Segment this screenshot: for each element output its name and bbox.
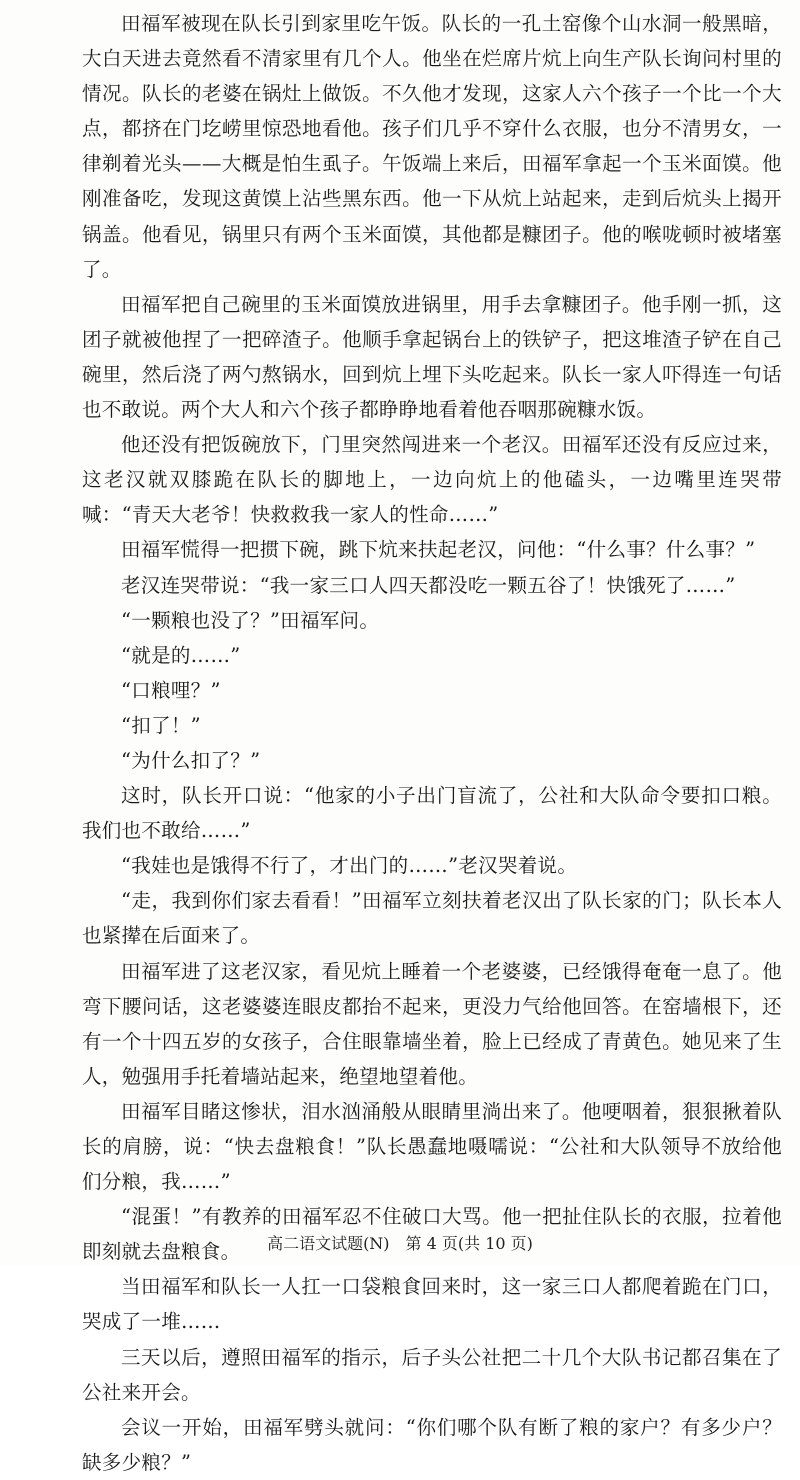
passage-body bbox=[82, 6, 782, 1480]
paragraph: 这时，队长开口说：“他家的小子出门盲流了，公社和大队命令要扣口粮。我们也不敢给……” bbox=[82, 784, 782, 843]
paragraph: 三天以后，遵照田福军的指示，后子头公社把二十几个大队书记都召集在了公社来开会。 bbox=[82, 1345, 782, 1404]
paragraph: 当田福军和队长一人扛一口袋粮食回来时，这一家三口人都爬着跪在门口，哭成了一堆…… bbox=[82, 1275, 782, 1334]
paragraph: “混蛋！”有教养的田福军忍不住破口大骂。他一把扯住队长的衣服，拉着他即刻就去盘粮食。 bbox=[82, 1205, 782, 1264]
paragraph: 田福军慌得一把掼下碗，跳下炕来扶起老汉，问他：“什么事？什么事？” bbox=[121, 538, 756, 562]
paragraph: “扣了！” bbox=[121, 713, 201, 737]
paragraph: 田福军把自己碗里的玉米面馍放进锅里，用手去拿糠团子。他手刚一抓，这团子就被他捏了一把碎渣子。他顺手拿起锅台上的铁铲子，把这堆渣子铲在自己碗里，然后浇了两勺熬锅水，回到炕上埋下头吃起来。队长一家人吓得连一句话也不敢说。两个大人和六个孩子都睁睁地看着他吞咽那碗糠水饭。 bbox=[82, 292, 782, 422]
paragraph: “走，我到你们家去看看！”田福军立刻扶着老汉出了队长家的门；队长本人也紧撵在后面来了。 bbox=[82, 889, 782, 948]
paragraph: 田福军进了这老汉家，看见炕上睡着一个老婆婆，已经饿得奄奄一息了。他弯下腰问话，这老婆婆连眼皮都抬不起来，更没力气给他回答。在窑墙根下，还有一个十四五岁的女孩子，合住眼靠墙坐着，脸上已经成了青黄色。她见来了生人，勉强用手托着墙站起来，绝望地望着他。 bbox=[82, 959, 782, 1088]
paragraph: “口粮哩？” bbox=[121, 678, 221, 702]
page-footer: 高二语文试题(N) 第 4 页(共 10 页) bbox=[267, 1234, 533, 1253]
paragraph: 他还没有把饭碗放下，门里突然闯进来一个老汉。田福军还没有反应过来，这老汉就双膝跪在队长的脚地上，一边向炕上的他磕头，一边嘴里连哭带喊：“青天大老爷！快救救我一家人的性命……” bbox=[82, 433, 782, 527]
paragraph: “我娃也是饿得不行了，才出门的……”老汉哭着说。 bbox=[121, 854, 578, 878]
paragraph: 会议一开始，田福军劈头就问：“你们哪个队有断了粮的家户？有多少户？缺多少粮？” bbox=[82, 1415, 782, 1474]
paragraph: “为什么扣了？” bbox=[121, 748, 261, 772]
paragraph: “就是的……” bbox=[121, 643, 241, 667]
paragraph: 老汉连哭带说：“我一家三口人四天都没吃一颗五谷了！快饿死了……” bbox=[121, 573, 736, 597]
paragraph: 田福军被现在队长引到家里吃午饭。队长的一孔土窑像个山水洞一般黑暗，大白天进去竟然看不清家里有几个人。他坐在烂席片炕上向生产队长询问村里的情况。队长的老婆在锅灶上做饭。不久他才发现，这家人六个孩子一个比一个大点，都挤在门圪崂里惊恐地看他。孩子们几乎不穿什么衣服，也分不清男女，一律剃着光头——大概是怕生虱子。午饭端上来后，田福军拿起一个玉米面馍。他刚准备吃，发现这黄馍上沾些黑东西。他一下从炕上站起来，走到后炕头上揭开锅盖。他看见，锅里只有两个玉米面馍，其他都是糠团子。他的喉咙顿时被堵塞了。 bbox=[82, 12, 782, 281]
paragraph: “一颗粮也没了？”田福军问。 bbox=[121, 608, 380, 632]
paragraph: 田福军目睹这惨状，泪水汹涌般从眼睛里淌出来了。他哽咽着，狠狠揪着队长的肩膀，说：“快去盘粮食！”队长愚蠢地嗫嚅说：“公社和大队领导不放给他们分粮，我……” bbox=[82, 1099, 782, 1194]
